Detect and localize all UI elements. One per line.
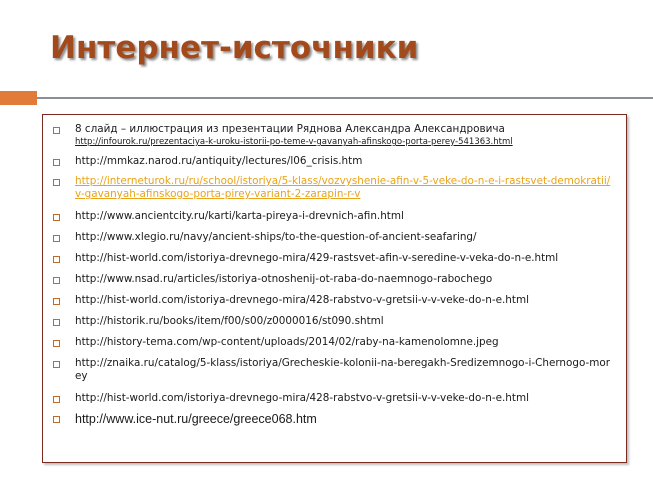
square-bullet-icon — [53, 256, 60, 263]
source-description: 8 слайд – иллюстрация из презентации Ряднова Александра Александровича — [75, 123, 505, 135]
source-link[interactable]: http://znaika.ru/catalog/5-klass/istoriya/Grecheskie-kolonii-na-beregakh-Sredizemnogo-i-Chernogo-morey — [75, 357, 611, 382]
accent-divider — [37, 97, 653, 99]
source-link[interactable]: http://www.nsad.ru/articles/istoriya-otnoshenij-ot-raba-do-naemnogo-rabochego — [75, 273, 493, 285]
source-link[interactable]: http://hist-world.com/istoriya-drevnego-mira/428-rabstvo-v-gretsii-v-v-veke-do-n-e.html — [75, 392, 529, 404]
square-bullet-icon — [53, 416, 60, 423]
source-link[interactable]: http://interneturok.ru/ru/school/istoriya/5-klass/vozvyshenie-afin-v-5-veke-do-n-e-i-rastsvet-demokratii/v-gavanyah-afinskogo-porta-pirey-variant-2-zarapin-r-v — [75, 175, 611, 200]
sources-list — [42, 114, 627, 463]
square-bullet-icon — [53, 396, 60, 403]
slide-title: Интернет-источники — [50, 30, 419, 66]
source-link[interactable]: http://www.xlegio.ru/navy/ancient-ships/to-the-question-of-ancient-seafaring/ — [75, 231, 477, 243]
square-bullet-icon — [53, 319, 60, 326]
square-bullet-icon — [53, 361, 60, 368]
square-bullet-icon — [53, 340, 60, 347]
source-link[interactable]: http://history-tema.com/wp-content/uploads/2014/02/raby-na-kamenolomne.jpeg — [75, 336, 499, 348]
source-link[interactable]: http://www.ancientcity.ru/karti/karta-pireya-i-drevnich-afin.html — [75, 210, 404, 222]
list-item-text — [75, 123, 614, 148]
square-bullet-icon — [53, 159, 60, 166]
square-bullet-icon — [53, 179, 60, 186]
square-bullet-icon — [53, 214, 60, 221]
square-bullet-icon — [53, 298, 60, 305]
source-link[interactable]: http://www.ice-nut.ru/greece/greece068.htm — [75, 412, 317, 426]
source-link[interactable]: http://hist-world.com/istoriya-drevnego-mira/428-rabstvo-v-gretsii-v-v-veke-do-n-e.html — [75, 294, 529, 306]
source-link[interactable]: http://mmkaz.narod.ru/antiquity/lectures/l06_crisis.htm — [75, 155, 363, 167]
square-bullet-icon — [53, 127, 60, 134]
source-link[interactable]: http://hist-world.com/istoriya-drevnego-mira/429-rastsvet-afin-v-seredine-v-veka-do-n-e.html — [75, 252, 559, 264]
source-link[interactable]: http://infourok.ru/prezentaciya-k-uroku-istorii-po-teme-v-gavanyah-afinskogo-porta-perey-541363.html — [75, 137, 513, 147]
source-link[interactable]: http://historik.ru/books/item/f00/s00/z0000016/st090.shtml — [75, 315, 384, 327]
accent-bar — [0, 91, 37, 105]
square-bullet-icon — [53, 277, 60, 284]
square-bullet-icon — [53, 235, 60, 242]
